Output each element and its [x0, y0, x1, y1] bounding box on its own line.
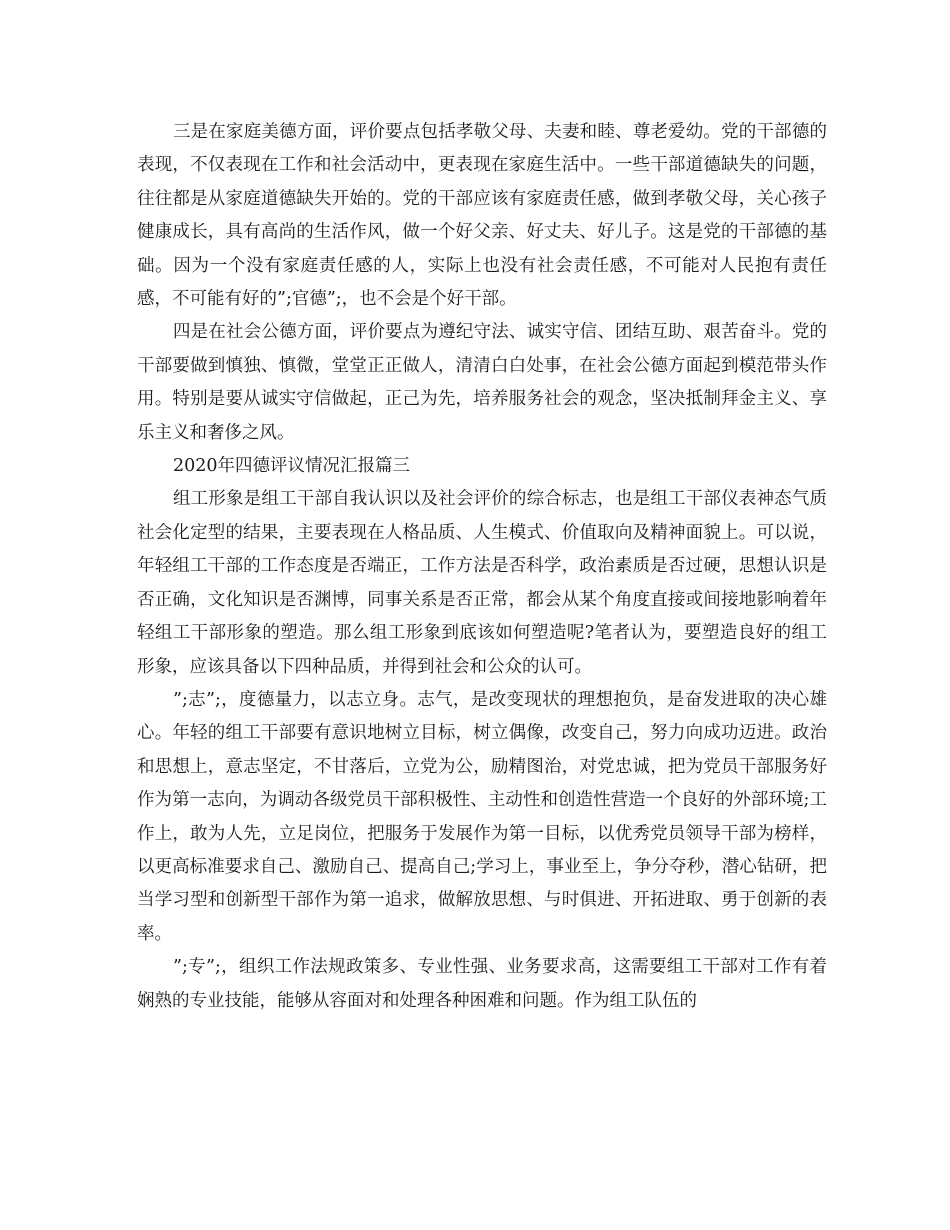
section-heading: 2020年四德评议情况汇报篇三 [173, 456, 411, 477]
paragraph-social-virtue: 四是在社会公德方面，评价要点为遵纪守法、诚实守信、团结互助、艰苦奋斗。党的干部要做到慎独、慎微，堂堂正正做人，清清白白处事，在社会公德方面起到模范带头作用。特别是要从诚实守信做起，正己为先，培养服务社会的观念，坚决抵制拜金主义、享乐主义和奢侈之风。 [137, 322, 827, 443]
document-body [137, 116, 827, 1018]
paragraph-expertise: ”;专”;，组织工作法规政策多、专业性强、业务要求高，这需要组工干部对工作有着娴熟的专业技能，能够从容面对和处理各种困难和问题。作为组工队伍的 [137, 957, 827, 1011]
paragraph-family-virtue: 三是在家庭美德方面，评价要点包括孝敬父母、夫妻和睦、尊老爱幼。党的干部德的表现，不仅表现在工作和社会活动中，更表现在家庭生活中。一些干部道德缺失的问题，往往都是从家庭道德缺失开始的。党的干部应该有家庭责任感，做到孝敬父母，关心孩子健康成长，具有高尚的生活作风，做一个好父亲、好丈夫、好儿子。这是党的干部德的基础。因为一个没有家庭责任感的人，实际上也没有社会责任感，不可能对人民抱有责任感，不可能有好的”;官德”;，也不会是个好干部。 [137, 122, 827, 310]
paragraph-ambition: ”;志”;，度德量力，以志立身。志气，是改变现状的理想抱负，是奋发进取的决心雄心。年轻的组工干部要有意识地树立目标，树立偶像，改变自己，努力向成功迈进。政治和思想上，意志坚定，不甘落后，立党为公，励精图治，对党忠诚，把为党员干部服务好作为第一志向，为调动各级党员干部积极性、主动性和创造性营造一个良好的外部环境;工作上，敢为人先，立足岗位，把服务于发展作为第一目标，以优秀党员领导干部为榜样，以更高标准要求自己、激励自己、提高自己;学习上，事业至上，争分夺秒，潜心钻研，把当学习型和创新型干部作为第一追求，做解放思想、与时俱进、开拓进取、勇于创新的表率。 [137, 689, 827, 944]
paragraph-image-intro: 组工形象是组工干部自我认识以及社会评价的综合标志，也是组工干部仪表神态气质社会化定型的结果，主要表现在人格品质、人生模式、价值取向及精神面貌上。可以说，年轻组工干部的工作态度是否端正，工作方法是否科学，政治素质是否过硬，思想认识是否正确，文化知识是否渊博，同事关系是否正常，都会从某个角度直接或间接地影响着年轻组工干部形象的塑造。那么组工形象到底该如何塑造呢?笔者认为，要塑造良好的组工形象，应该具备以下四种品质，并得到社会和公众的认可。 [137, 489, 827, 677]
